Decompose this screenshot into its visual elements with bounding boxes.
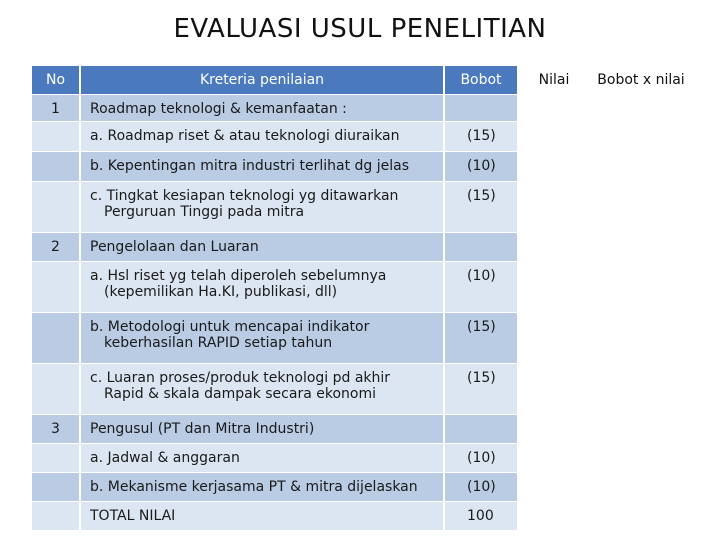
bobot-value: (15) [445,313,517,363]
criteria-text: a. Hsl riset yg telah diperoleh sebelumnya (kepemilikan Ha.KI, publikasi, dll) [81,262,443,312]
row-number [32,473,79,501]
table-row [0,182,720,232]
total-value: 100 [445,502,517,530]
criteria-text-continued: keberhasilan RAPID setiap tahun [104,335,333,351]
criteria-text-continued: Rapid & skala dampak secara ekonomi [104,386,376,402]
row-number [32,182,79,232]
table-row [0,313,720,363]
header-bobot-x-nilai: Bobot x nilai [597,72,685,88]
criteria-text-continued: (kepemilikan Ha.KI, publikasi, dll) [104,284,338,300]
table-row [0,152,720,181]
criteria-text: Pengelolaan dan Luaran [81,233,443,261]
table-row [0,233,720,261]
table-row [0,444,720,472]
row-number [32,152,79,181]
row-number: 3 [32,415,79,443]
bobot-value: (10) [445,444,517,472]
criteria-text: b. Mekanisme kerjasama PT & mitra dijelaskan [81,473,443,501]
criteria-text-continued: Perguruan Tinggi pada mitra [104,204,305,220]
criteria-text: b. Metodologi untuk mencapai indikator keberhasilan RAPID setiap tahun [81,313,443,363]
criteria-text: a. Jadwal & anggaran [81,444,443,472]
row-number [32,313,79,363]
bobot-value: (15) [445,182,517,232]
bobot-value [445,95,517,121]
header-nilai: Nilai [538,72,570,88]
bobot-value [445,415,517,443]
total-row [0,502,720,530]
bobot-value: (10) [445,262,517,312]
criteria-text: c. Tingkat kesiapan teknologi yg ditawarkan Perguruan Tinggi pada mitra [81,182,443,232]
header-criteria: Kreteria penilaian [81,66,443,94]
table-row [0,364,720,414]
criteria-text: c. Luaran proses/produk teknologi pd akhir Rapid & skala dampak secara ekonomi [81,364,443,414]
total-label: TOTAL NILAI [81,502,443,530]
row-number [32,444,79,472]
bobot-value: (10) [445,152,517,181]
table-row [0,122,720,151]
bobot-value: (10) [445,473,517,501]
header-no: No [32,66,79,94]
row-number [32,364,79,414]
table-row [0,415,720,443]
table-header [0,66,720,94]
criteria-text: a. Roadmap riset & atau teknologi diuraikan [81,122,443,151]
bobot-value [445,233,517,261]
table-row [0,262,720,312]
row-number [32,502,79,530]
criteria-text: b. Kepentingan mitra industri terlihat dg jelas [81,152,443,181]
row-number [32,262,79,312]
bobot-value: (15) [445,122,517,151]
row-number [32,122,79,151]
bobot-value: (15) [445,364,517,414]
row-number: 2 [32,233,79,261]
header-bobot: Bobot [445,66,517,94]
criteria-text: Roadmap teknologi & kemanfaatan : [81,95,443,121]
criteria-text: Pengusul (PT dan Mitra Industri) [81,415,443,443]
table-row [0,95,720,121]
row-number: 1 [32,95,79,121]
page-title: EVALUASI USUL PENELITIAN [173,14,547,44]
table-row [0,473,720,501]
